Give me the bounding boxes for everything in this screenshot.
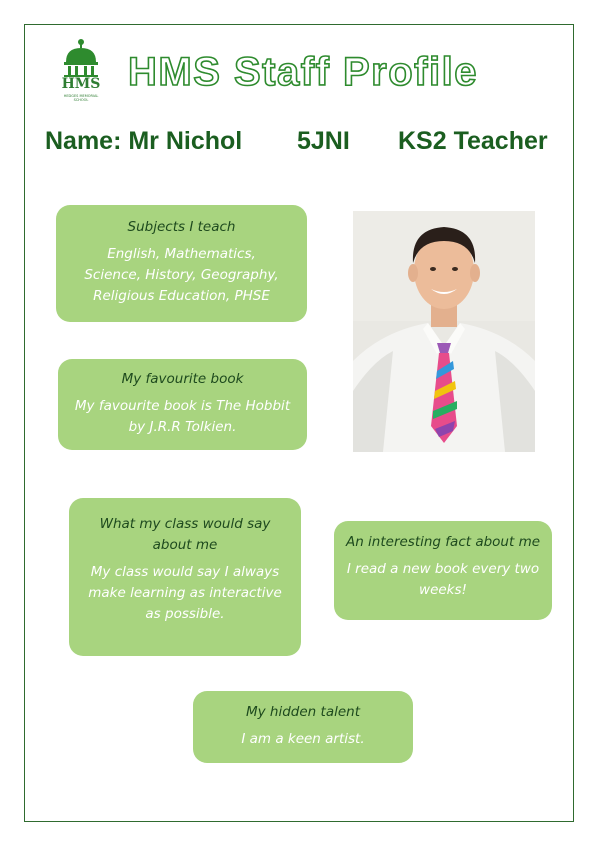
teacher-role: KS2 Teacher [398,127,548,155]
teacher-photo [353,211,535,452]
subjects-text: English, Mathematics, Science, History, Geography, Religious Education, PHSE [84,246,279,304]
page-title: HMS Staff Profile [128,50,478,94]
interesting-fact-heading: An interesting fact about me [345,534,541,550]
class-say-heading: What my class would say about me [99,516,271,553]
logo-letters: HMS [61,76,101,92]
logo-subtext: HEDGES MEMORIAL SCHOOL [63,94,99,102]
interesting-fact-box [334,521,552,620]
hidden-talent-heading: My hidden talent [246,704,360,720]
teacher-name: Name: Mr Nichol [45,127,243,155]
subjects-box [56,205,307,322]
school-logo [60,36,102,102]
favourite-book-box [58,359,307,450]
class-say-text: My class would say I always make learning as interactive as possible. [88,564,282,622]
class-code: 5JNI [297,127,350,155]
hidden-talent-box [193,691,413,763]
favourite-book-heading: My favourite book [121,371,244,387]
teacher-portrait-icon [353,211,535,452]
interesting-fact-text: I read a new book every two weeks! [346,561,540,598]
hidden-talent-text: I am a keen artist. [241,731,365,747]
favourite-book-text: My favourite book is The Hobbit by J.R.R Tolkien. [74,398,291,435]
subjects-heading: Subjects I teach [127,219,236,235]
class-say-box [69,498,301,656]
school-logo-icon [60,36,102,78]
